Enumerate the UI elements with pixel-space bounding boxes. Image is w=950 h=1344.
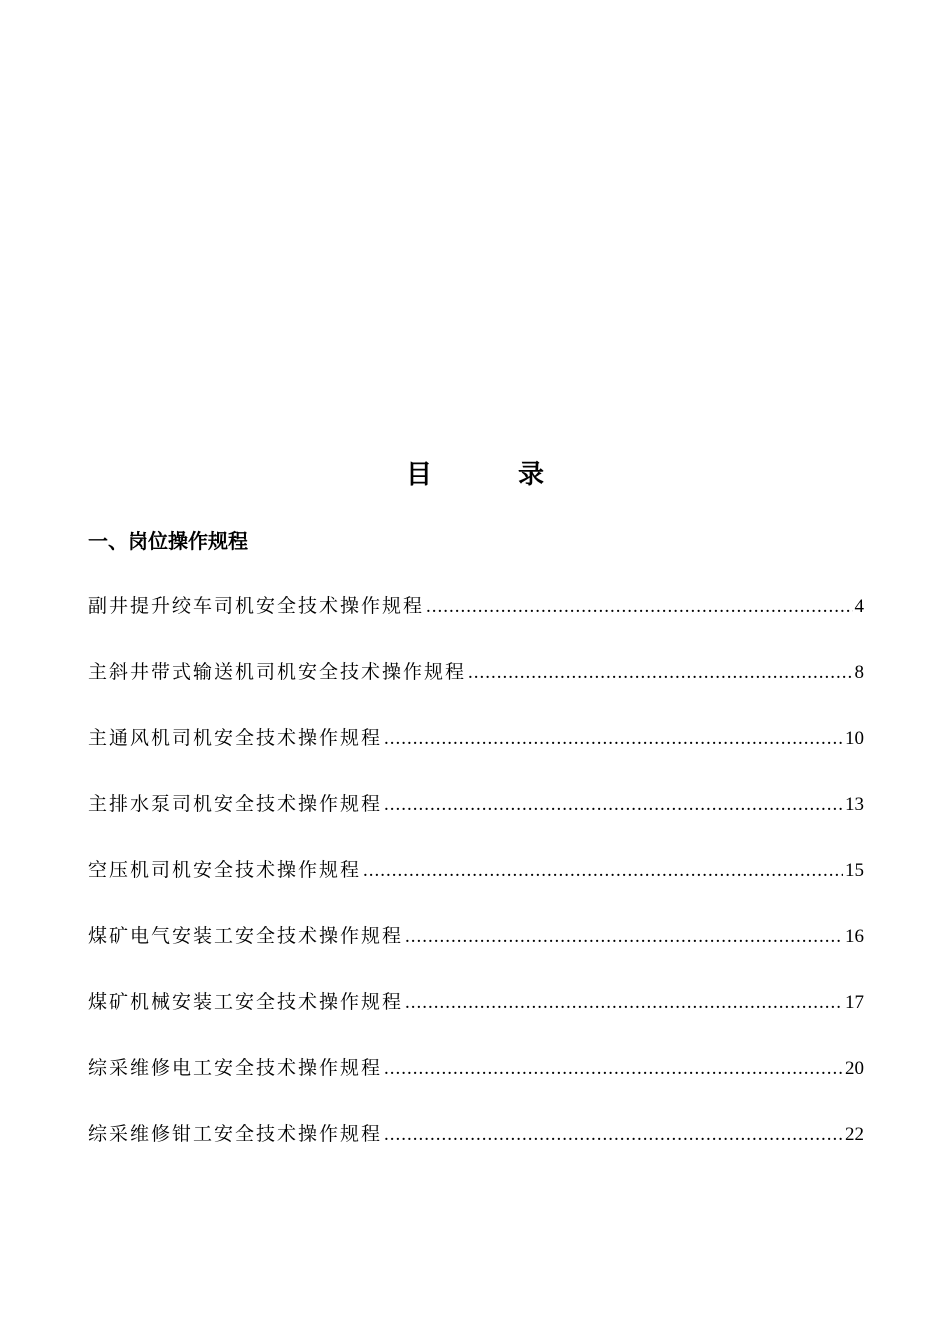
toc-entry-page: 13 bbox=[845, 794, 864, 815]
toc-leader-dots bbox=[384, 1053, 843, 1085]
toc-list bbox=[88, 590, 864, 1184]
toc-leader-dots bbox=[405, 987, 843, 1019]
toc-entry-page: 4 bbox=[854, 596, 864, 617]
toc-entry[interactable] bbox=[88, 1118, 864, 1184]
toc-entry-label: 主斜井带式输送机司机安全技术操作规程 bbox=[88, 661, 467, 683]
toc-leader-dots bbox=[426, 591, 852, 623]
toc-entry-label: 副井提升绞车司机安全技术操作规程 bbox=[88, 595, 425, 617]
toc-entry-page: 20 bbox=[845, 1058, 864, 1079]
toc-entry[interactable] bbox=[88, 788, 864, 854]
toc-title: 目 录 bbox=[405, 460, 574, 490]
toc-entry-label: 主排水泵司机安全技术操作规程 bbox=[88, 793, 383, 815]
toc-leader-dots bbox=[384, 789, 843, 821]
toc-entry[interactable] bbox=[88, 722, 864, 788]
toc-entry[interactable] bbox=[88, 1052, 864, 1118]
toc-leader-dots bbox=[384, 1119, 843, 1151]
toc-entry-label: 主通风机司机安全技术操作规程 bbox=[88, 727, 383, 749]
toc-entry[interactable] bbox=[88, 590, 864, 656]
toc-entry[interactable] bbox=[88, 986, 864, 1052]
toc-leader-dots bbox=[405, 921, 843, 953]
toc-entry-label: 煤矿机械安装工安全技术操作规程 bbox=[88, 991, 404, 1013]
toc-entry-page: 16 bbox=[845, 926, 864, 947]
toc-entry-page: 8 bbox=[854, 662, 864, 683]
toc-entry-page: 17 bbox=[845, 992, 864, 1013]
toc-entry[interactable] bbox=[88, 920, 864, 986]
toc-entry-label: 空压机司机安全技术操作规程 bbox=[88, 859, 362, 881]
toc-leader-dots bbox=[468, 657, 852, 689]
toc-leader-dots bbox=[384, 723, 843, 755]
toc-entry-page: 15 bbox=[845, 860, 864, 881]
toc-entry[interactable] bbox=[88, 854, 864, 920]
toc-leader-dots bbox=[363, 855, 843, 887]
toc-entry-label: 综采维修钳工安全技术操作规程 bbox=[88, 1123, 383, 1145]
toc-entry-page: 22 bbox=[845, 1124, 864, 1145]
section-heading: 一、岗位操作规程 bbox=[88, 529, 248, 553]
toc-entry-label: 煤矿电气安装工安全技术操作规程 bbox=[88, 925, 404, 947]
toc-entry-page: 10 bbox=[845, 728, 864, 749]
toc-entry[interactable] bbox=[88, 656, 864, 722]
toc-entry-label: 综采维修电工安全技术操作规程 bbox=[88, 1057, 383, 1079]
